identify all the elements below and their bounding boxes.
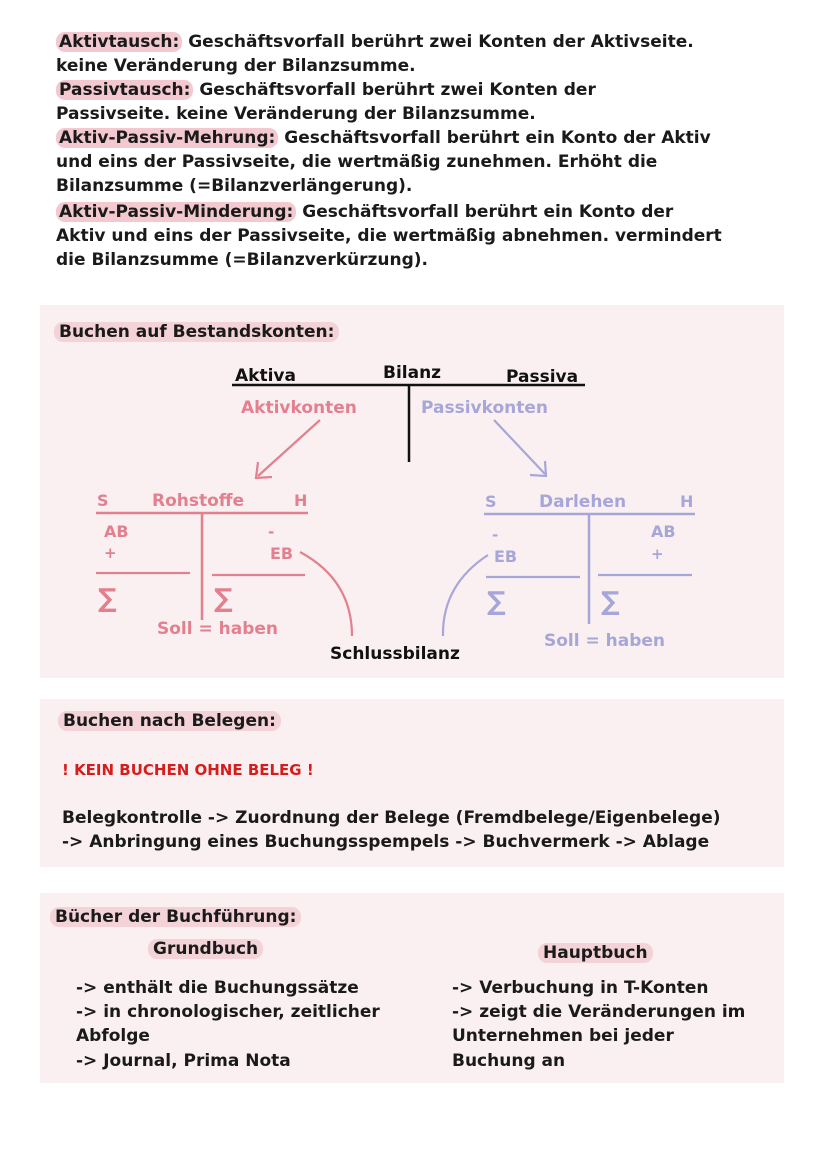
bilanz-t-account [232, 363, 585, 462]
aktivkonten-label: Aktivkonten [241, 398, 357, 418]
rohstoffe-sum-right: ∑ [214, 584, 233, 614]
rohstoffe-to-schlussbilanz-curve [300, 552, 352, 636]
darlehen-eb: EB [494, 547, 518, 566]
rohstoffe-plus: + [104, 544, 117, 562]
rohstoffe-minus: - [268, 523, 275, 541]
definition-line: Aktiv und eins der Passivseite, die wertmäßig abnehmen. vermindert [56, 226, 722, 246]
darlehen-ab: AB [651, 522, 676, 541]
definition-line: Bilanzsumme (=Bilanzverlängerung). [56, 176, 413, 196]
darlehen-sum-left: ∑ [487, 587, 506, 617]
rohstoffe-sum-left: ∑ [98, 584, 117, 614]
belege-line-2: -> Anbringung eines Buchungsspempels -> Buchvermerk -> Ablage [62, 832, 710, 852]
rohstoffe-caption: Soll = haben [157, 619, 279, 639]
term-passivtausch: Passivtausch: [56, 80, 193, 100]
belege-line-1: Belegkontrolle -> Zuordnung der Belege (Fremdbelege/Eigenbelege) [62, 808, 721, 828]
definition-line: Aktiv-Passiv-Minderung: Geschäftsvorfall berührt ein Konto der [56, 200, 673, 224]
definition-line: keine Veränderung der Bilanzsumme. [56, 56, 416, 76]
rohstoffe-t-account [96, 491, 352, 639]
rohstoffe-ab: AB [104, 522, 129, 541]
term-aktivtausch: Aktivtausch: [56, 32, 182, 52]
darlehen-caption: Soll = haben [544, 631, 666, 651]
belege-heading: Buchen nach Belegen: [58, 709, 281, 733]
term-aktiv-passiv-minderung: Aktiv-Passiv-Minderung: [56, 202, 296, 222]
darlehen-minus: - [492, 526, 499, 544]
hauptbuch-title: Hauptbuch [538, 941, 653, 965]
rohstoffe-soll-label: S [97, 491, 109, 510]
grundbuch-title: Grundbuch [148, 937, 263, 961]
rohstoffe-haben-label: H [294, 491, 308, 510]
aktiva-label: Aktiva [235, 366, 296, 386]
arrow-to-rohstoffe [256, 420, 320, 478]
buecher-heading: Bücher der Buchführung: [50, 905, 301, 929]
arrow-to-darlehen [494, 420, 546, 476]
passivkonten-label: Passivkonten [421, 398, 549, 418]
darlehen-t-account [443, 492, 695, 651]
grundbuch-line: -> in chronologischer, zeitlicher [76, 1002, 380, 1022]
bilanz-title: Bilanz [383, 363, 442, 383]
hauptbuch-line: Buchung an [452, 1051, 566, 1071]
schlussbilanz-label: Schlussbilanz [330, 644, 460, 664]
grundbuch-line: Abfolge [76, 1026, 150, 1046]
passiva-label: Passiva [506, 367, 579, 387]
definition-line: Aktiv-Passiv-Mehrung: Geschäftsvorfall berührt ein Konto der Aktiv [56, 126, 711, 150]
definition-line: Passivtausch: Geschäftsvorfall berührt zwei Konten der [56, 78, 596, 102]
rohstoffe-title: Rohstoffe [152, 491, 245, 511]
hauptbuch-line: Unternehmen bei jeder [452, 1026, 674, 1046]
warning-text: ! KEIN BUCHEN OHNE BELEG ! [62, 761, 314, 779]
bestandskonten-heading: Buchen auf Bestandskonten: [54, 320, 339, 344]
darlehen-title: Darlehen [539, 492, 627, 512]
definition-line: die Bilanzsumme (=Bilanzverkürzung). [56, 250, 428, 270]
hauptbuch-line: -> Verbuchung in T-Konten [452, 978, 709, 998]
darlehen-soll-label: S [485, 492, 497, 511]
hauptbuch-line: -> zeigt die Veränderungen im [452, 1002, 746, 1022]
grundbuch-line: -> Journal, Prima Nota [76, 1051, 291, 1071]
rohstoffe-eb: EB [270, 544, 294, 563]
definition-line: Aktivtausch: Geschäftsvorfall berührt zwei Konten der Aktivseite. [56, 30, 694, 54]
definition-line: Passivseite. keine Veränderung der Bilanzsumme. [56, 104, 536, 124]
term-aktiv-passiv-mehrung: Aktiv-Passiv-Mehrung: [56, 128, 278, 148]
definition-line: und eins der Passivseite, die wertmäßig zunehmen. Erhöht die [56, 152, 658, 172]
darlehen-to-schlussbilanz-curve [443, 555, 488, 636]
grundbuch-line: -> enthält die Buchungssätze [76, 978, 359, 998]
darlehen-sum-right: ∑ [601, 587, 620, 617]
darlehen-haben-label: H [680, 492, 694, 511]
darlehen-plus: + [651, 545, 664, 563]
